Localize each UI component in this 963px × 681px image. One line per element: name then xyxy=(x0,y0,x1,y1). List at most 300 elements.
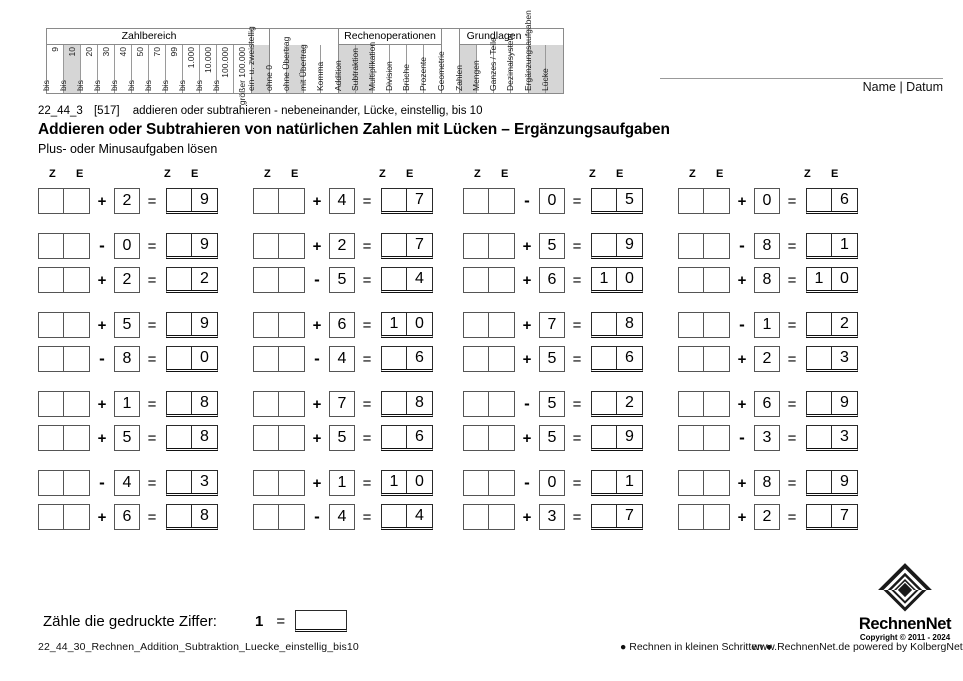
answer-cell-tens[interactable] xyxy=(464,234,489,258)
result-cell-ones: 3 xyxy=(840,348,849,366)
operand-box: 4 xyxy=(329,188,355,214)
answer-cell-ones[interactable] xyxy=(64,234,89,258)
exercise-row xyxy=(38,184,253,218)
exercise-row xyxy=(463,229,678,263)
answer-cell-ones[interactable] xyxy=(64,392,89,416)
equals-sign: = xyxy=(147,192,157,210)
category-cell-bottom-label: Komma xyxy=(315,61,325,91)
answer-cell-ones[interactable] xyxy=(489,268,514,292)
equals-sign: = xyxy=(787,271,797,289)
category-cell-bottom-label: bis xyxy=(193,80,204,91)
operand-box: 6 xyxy=(114,504,140,530)
result-cell-ones: 1 xyxy=(840,235,849,253)
category-cell-top-label: 1.000 xyxy=(185,47,196,69)
answer-cell-ones[interactable] xyxy=(489,426,514,450)
operator-plus: + xyxy=(522,237,532,255)
answer-cell-tens[interactable] xyxy=(254,505,279,529)
operator-plus: + xyxy=(312,474,322,492)
answer-cell-tens[interactable] xyxy=(679,505,704,529)
equals-sign: = xyxy=(572,192,582,210)
answer-cell-ones[interactable] xyxy=(64,505,89,529)
worksheet-code: 22_44_3 xyxy=(38,105,83,117)
operand-box: 5 xyxy=(539,391,565,417)
result-cell-ones: 0 xyxy=(840,269,849,287)
answer-box-tens-ones[interactable] xyxy=(253,267,305,293)
operator-minus: - xyxy=(524,394,530,413)
result-cell-tens xyxy=(592,234,617,256)
answer-cell-ones[interactable] xyxy=(64,313,89,337)
result-cell-tens xyxy=(592,471,617,493)
answer-box-tens-ones[interactable] xyxy=(463,391,515,417)
result-cell-ones: 9 xyxy=(625,427,634,445)
result-cell-tens xyxy=(382,268,407,290)
logo-name: RechnenNet xyxy=(858,615,952,633)
answer-box-tens-ones[interactable] xyxy=(678,267,730,293)
answer-cell-ones[interactable] xyxy=(489,347,514,371)
answer-cell-ones[interactable] xyxy=(279,505,304,529)
answer-box-tens-ones[interactable] xyxy=(678,312,730,338)
count-digit-value: 1 xyxy=(254,612,264,630)
answer-box-tens-ones[interactable] xyxy=(253,233,305,259)
category-cell-l-cke[interactable] xyxy=(540,45,563,93)
category-group-title xyxy=(529,29,563,45)
result-cell-ones: 1 xyxy=(625,472,634,490)
answer-cell-ones[interactable] xyxy=(704,268,729,292)
category-cell-top-label: 99 xyxy=(168,47,179,57)
answer-cell-ones[interactable] xyxy=(279,234,304,258)
result-cell-ones: 9 xyxy=(200,314,209,332)
operand-box: 5 xyxy=(539,425,565,451)
answer-box-tens-ones[interactable] xyxy=(253,391,305,417)
answer-cell-tens[interactable] xyxy=(39,189,64,213)
ze-header-label: Z xyxy=(164,168,172,180)
answer-box-tens-ones[interactable] xyxy=(253,504,305,530)
answer-cell-tens[interactable] xyxy=(39,392,64,416)
ze-header-label: Z xyxy=(379,168,387,180)
answer-cell-tens[interactable] xyxy=(464,347,489,371)
result-cell-ones: 3 xyxy=(840,427,849,445)
category-cell-top-label: größer 100.000 xyxy=(237,47,247,106)
result-cell-tens xyxy=(382,234,407,256)
equals-sign: = xyxy=(572,271,582,289)
answer-box-tens-ones[interactable] xyxy=(253,425,305,451)
exercise-row xyxy=(678,184,893,218)
category-cell-bottom-label: Dezimalsystem xyxy=(505,33,515,91)
ze-header-label: Z xyxy=(49,168,57,180)
result-box xyxy=(166,312,218,338)
ze-header xyxy=(463,168,678,184)
exercise-row xyxy=(463,184,678,218)
equals-sign: = xyxy=(147,316,157,334)
answer-cell-tens[interactable] xyxy=(464,471,489,495)
answer-cell-ones[interactable] xyxy=(279,189,304,213)
result-cell-ones: 5 xyxy=(625,190,634,208)
answer-box-tens-ones[interactable] xyxy=(463,233,515,259)
exercise-row xyxy=(678,263,893,297)
footer-url: www.RechnenNet.de powered by KolbergNet xyxy=(752,641,963,653)
answer-cell-ones[interactable] xyxy=(704,392,729,416)
result-cell-ones: 8 xyxy=(200,427,209,445)
answer-cell-tens[interactable] xyxy=(679,347,704,371)
result-box xyxy=(381,312,433,338)
operand-box: 6 xyxy=(754,391,780,417)
answer-box-tens-ones[interactable] xyxy=(38,470,90,496)
answer-box-tens-ones[interactable] xyxy=(38,504,90,530)
category-cell-top-label: 70 xyxy=(151,47,162,57)
equals-sign: = xyxy=(362,508,372,526)
logo-block xyxy=(855,562,955,643)
answer-cell-tens[interactable] xyxy=(464,505,489,529)
result-cell-tens xyxy=(167,347,192,369)
answer-cell-ones[interactable] xyxy=(704,471,729,495)
result-box xyxy=(591,504,643,530)
answer-box-tens-ones[interactable] xyxy=(463,312,515,338)
answer-cell-ones[interactable] xyxy=(704,505,729,529)
result-box xyxy=(591,346,643,372)
answer-box-tens-ones[interactable] xyxy=(463,267,515,293)
operand-box: 3 xyxy=(539,504,565,530)
answer-cell-tens[interactable] xyxy=(254,268,279,292)
operator-minus: - xyxy=(314,270,320,289)
answer-cell-tens[interactable] xyxy=(679,268,704,292)
footer-tagline: ● Rechnen in kleinen Schritten ● xyxy=(620,641,773,653)
exercise-row xyxy=(463,308,678,342)
operator-plus: + xyxy=(312,429,322,447)
answer-box-tens-ones[interactable] xyxy=(678,470,730,496)
exercise-row xyxy=(38,342,253,376)
result-cell-tens xyxy=(807,505,832,527)
equals-sign: = xyxy=(147,429,157,447)
result-cell-ones: 7 xyxy=(415,190,424,208)
answer-cell-ones[interactable] xyxy=(279,268,304,292)
exercise-row xyxy=(38,308,253,342)
operand-box: 5 xyxy=(114,425,140,451)
operator-minus: - xyxy=(524,191,530,210)
category-group-unnamed-2 xyxy=(263,29,338,93)
exercise-row xyxy=(678,308,893,342)
exercise-row xyxy=(38,500,253,534)
result-cell-tens xyxy=(167,505,192,527)
worksheet-code-line xyxy=(38,103,938,119)
result-cell-tens xyxy=(592,505,617,527)
answer-cell-ones[interactable] xyxy=(704,426,729,450)
answer-cell-tens[interactable] xyxy=(254,189,279,213)
operator-plus: + xyxy=(737,474,747,492)
answer-box-tens-ones[interactable] xyxy=(38,233,90,259)
operator-plus: + xyxy=(522,271,532,289)
answer-cell-tens[interactable] xyxy=(464,392,489,416)
answer-cell-ones[interactable] xyxy=(64,189,89,213)
answer-cell-tens[interactable] xyxy=(39,426,64,450)
operator-minus: - xyxy=(314,349,320,368)
category-cell-bottom-label: Geometrie xyxy=(436,51,446,91)
result-box xyxy=(166,504,218,530)
rechnennet-logo-icon xyxy=(877,562,933,618)
result-box xyxy=(381,188,433,214)
equals-sign: = xyxy=(787,395,797,413)
result-box xyxy=(806,425,858,451)
worksheet-description: addieren oder subtrahieren - nebeneinander, Lücke, einstellig, bis 10 xyxy=(132,105,483,117)
answer-cell-ones[interactable] xyxy=(704,313,729,337)
answer-cell-ones[interactable] xyxy=(279,471,304,495)
exercise-row xyxy=(678,466,893,500)
exercise-row xyxy=(253,308,468,342)
page-subtitle: Plus- oder Minusaufgaben lösen xyxy=(38,142,218,156)
exercise-row xyxy=(253,466,468,500)
result-cell-ones: 4 xyxy=(415,506,424,524)
answer-box-tens-ones[interactable] xyxy=(253,188,305,214)
answer-cell-ones[interactable] xyxy=(64,268,89,292)
answer-box-tens-ones[interactable] xyxy=(253,312,305,338)
category-group-title: Rechenoperationen xyxy=(339,29,441,45)
result-cell-ones: 2 xyxy=(840,314,849,332)
result-cell-tens xyxy=(592,347,617,369)
answer-box-tens-ones[interactable] xyxy=(678,233,730,259)
result-box xyxy=(806,470,858,496)
equals-sign: = xyxy=(787,508,797,526)
answer-cell-tens[interactable] xyxy=(254,392,279,416)
answer-cell-tens[interactable] xyxy=(39,471,64,495)
answer-cell-ones[interactable] xyxy=(704,347,729,371)
result-cell-ones: 7 xyxy=(625,506,634,524)
answer-cell-tens[interactable] xyxy=(254,426,279,450)
result-cell-tens: 1 xyxy=(382,313,407,335)
exercise-column-2 xyxy=(253,168,468,545)
answer-box-tens-ones[interactable] xyxy=(463,346,515,372)
operator-minus: - xyxy=(524,473,530,492)
answer-box-tens-ones[interactable] xyxy=(463,425,515,451)
answer-cell-tens[interactable] xyxy=(39,234,64,258)
answer-box-tens-ones[interactable] xyxy=(38,267,90,293)
ze-header-label: E xyxy=(406,168,414,180)
category-group-zahlbereich xyxy=(40,29,251,106)
answer-cell-tens[interactable] xyxy=(39,268,64,292)
exercise-row xyxy=(38,229,253,263)
name-datum-label: Name | Datum xyxy=(862,80,943,94)
answer-cell-tens[interactable] xyxy=(39,505,64,529)
category-group-unnamed-6 xyxy=(522,10,563,93)
answer-cell-ones[interactable] xyxy=(489,505,514,529)
category-cell-bis-100-000[interactable] xyxy=(210,45,234,93)
result-box xyxy=(806,188,858,214)
result-box xyxy=(591,188,643,214)
result-cell-ones: 7 xyxy=(415,235,424,253)
result-cell-tens: 1 xyxy=(382,471,407,493)
equals-sign: = xyxy=(787,474,797,492)
exercise-row xyxy=(38,387,253,421)
operator-plus: + xyxy=(312,316,322,334)
result-cell-ones: 6 xyxy=(625,348,634,366)
equals-sign: = xyxy=(787,316,797,334)
answer-cell-tens[interactable] xyxy=(254,313,279,337)
result-box xyxy=(166,233,218,259)
category-cell-bottom-label: Division xyxy=(383,61,394,91)
answer-cell-tens[interactable] xyxy=(679,189,704,213)
result-cell-tens xyxy=(167,426,192,448)
answer-cell-ones[interactable] xyxy=(489,313,514,337)
equals-sign: = xyxy=(147,395,157,413)
answer-cell-ones[interactable] xyxy=(64,471,89,495)
category-cell-bottom-label: Mengen xyxy=(470,60,481,91)
category-group-title: Grundlagen xyxy=(460,29,528,45)
operator-plus: + xyxy=(737,271,747,289)
ze-header-label: E xyxy=(501,168,509,180)
equals-sign: = xyxy=(362,474,372,492)
operator-plus: + xyxy=(312,192,322,210)
answer-cell-ones[interactable] xyxy=(279,347,304,371)
answer-box-tens-ones[interactable] xyxy=(463,188,515,214)
answer-cell-ones[interactable] xyxy=(279,426,304,450)
result-box xyxy=(591,470,643,496)
operator-plus: + xyxy=(97,271,107,289)
result-box xyxy=(806,312,858,338)
answer-cell-ones[interactable] xyxy=(489,234,514,258)
answer-box-tens-ones[interactable] xyxy=(253,470,305,496)
result-box xyxy=(806,346,858,372)
category-cell-bottom-label: Lücke xyxy=(540,68,550,91)
answer-box-tens-ones[interactable] xyxy=(38,188,90,214)
result-cell-ones: 9 xyxy=(200,190,209,208)
operator-plus: + xyxy=(737,395,747,413)
answer-box-tens-ones[interactable] xyxy=(678,425,730,451)
operator-plus: + xyxy=(522,508,532,526)
answer-cell-tens[interactable] xyxy=(464,268,489,292)
operand-box: 5 xyxy=(329,267,355,293)
operand-box: 8 xyxy=(114,346,140,372)
exercise-row xyxy=(38,466,253,500)
category-cell-bottom-label: bis xyxy=(57,80,68,91)
answer-cell-tens[interactable] xyxy=(464,189,489,213)
operand-box: 2 xyxy=(754,346,780,372)
operator-plus: + xyxy=(97,508,107,526)
count-digit-answer-box[interactable] xyxy=(295,610,347,632)
category-cell-top-label: 40 xyxy=(117,47,128,57)
equals-sign: = xyxy=(362,271,372,289)
answer-cell-tens[interactable] xyxy=(254,471,279,495)
answer-box-tens-ones[interactable] xyxy=(678,346,730,372)
worksheet-id-bracket: [517] xyxy=(93,105,120,117)
answer-box-tens-ones[interactable] xyxy=(253,346,305,372)
ze-header-label: E xyxy=(616,168,624,180)
result-cell-ones: 8 xyxy=(415,393,424,411)
answer-box-tens-ones[interactable] xyxy=(463,470,515,496)
result-box xyxy=(381,470,433,496)
result-cell-tens xyxy=(167,392,192,414)
equals-sign: = xyxy=(787,350,797,368)
answer-box-tens-ones[interactable] xyxy=(678,504,730,530)
equals-sign: = xyxy=(572,395,582,413)
answer-cell-tens[interactable] xyxy=(679,234,704,258)
answer-cell-tens[interactable] xyxy=(39,313,64,337)
result-box xyxy=(166,346,218,372)
operand-box: 7 xyxy=(539,312,565,338)
operand-box: 5 xyxy=(539,233,565,259)
category-cell-bottom-label: bis xyxy=(108,80,119,91)
answer-cell-tens[interactable] xyxy=(254,234,279,258)
result-box xyxy=(806,233,858,259)
operand-box: 2 xyxy=(329,233,355,259)
exercise-column-1 xyxy=(38,168,253,545)
category-cell-top-label: 50 xyxy=(134,47,145,57)
answer-cell-ones[interactable] xyxy=(279,313,304,337)
operand-box: 2 xyxy=(114,267,140,293)
answer-box-tens-ones[interactable] xyxy=(678,391,730,417)
ze-header-label: Z xyxy=(264,168,272,180)
category-cell-top-label: 10 xyxy=(66,47,77,57)
answer-box-tens-ones[interactable] xyxy=(38,346,90,372)
answer-cell-ones[interactable] xyxy=(704,234,729,258)
exercise-row xyxy=(463,421,678,455)
answer-cell-tens[interactable] xyxy=(679,392,704,416)
operator-minus: - xyxy=(314,507,320,526)
equals-sign: = xyxy=(147,271,157,289)
category-cell-bottom-label: bis xyxy=(125,80,136,91)
answer-cell-ones[interactable] xyxy=(64,347,89,371)
category-cell-bottom-label: mit Übertrag xyxy=(297,44,308,91)
category-group-title xyxy=(442,29,459,45)
operator-plus: + xyxy=(522,429,532,447)
title-block xyxy=(38,103,938,158)
category-cell-bottom-label: bis xyxy=(74,80,85,91)
operand-box: 4 xyxy=(114,470,140,496)
answer-box-tens-ones[interactable] xyxy=(38,391,90,417)
exercise-row xyxy=(253,500,468,534)
answer-cell-ones[interactable] xyxy=(64,426,89,450)
answer-cell-tens[interactable] xyxy=(679,471,704,495)
category-cell-bottom-label: Subtraktion xyxy=(349,48,360,91)
result-box xyxy=(381,233,433,259)
result-cell-tens xyxy=(807,347,832,369)
answer-cell-tens[interactable] xyxy=(679,426,704,450)
equals-sign: = xyxy=(362,316,372,334)
result-cell-tens xyxy=(382,426,407,448)
answer-cell-ones[interactable] xyxy=(489,392,514,416)
operator-plus: + xyxy=(97,316,107,334)
result-box xyxy=(591,267,643,293)
answer-cell-tens[interactable] xyxy=(254,347,279,371)
count-digit-task xyxy=(43,610,347,632)
category-group-rechenoperationen xyxy=(332,29,441,93)
category-cell-bottom-label: ohne Übertrag xyxy=(280,36,291,91)
answer-box-tens-ones[interactable] xyxy=(38,312,90,338)
answer-box-tens-ones[interactable] xyxy=(678,188,730,214)
answer-cell-ones[interactable] xyxy=(489,189,514,213)
result-cell-tens xyxy=(592,392,617,414)
answer-cell-ones[interactable] xyxy=(704,189,729,213)
answer-cell-ones[interactable] xyxy=(279,392,304,416)
answer-box-tens-ones[interactable] xyxy=(463,504,515,530)
answer-cell-tens[interactable] xyxy=(39,347,64,371)
exercise-row xyxy=(253,387,468,421)
answer-cell-tens[interactable] xyxy=(679,313,704,337)
result-cell-tens xyxy=(592,313,617,335)
page-title: Addieren oder Subtrahieren von natürlichen Zahlen mit Lücken – Ergänzungsaufgaben xyxy=(38,121,670,138)
equals-sign: = xyxy=(362,350,372,368)
answer-cell-ones[interactable] xyxy=(489,471,514,495)
answer-cell-tens[interactable] xyxy=(464,313,489,337)
category-cell-top-label: 10.000 xyxy=(202,47,213,73)
equals-sign: = xyxy=(147,237,157,255)
operator-plus: + xyxy=(737,508,747,526)
operator-plus: + xyxy=(97,192,107,210)
result-cell-tens xyxy=(807,392,832,414)
answer-box-tens-ones[interactable] xyxy=(38,425,90,451)
answer-cell-tens[interactable] xyxy=(464,426,489,450)
result-cell-ones: 9 xyxy=(840,393,849,411)
logo-copyright: Copyright © 2011 - 2024 xyxy=(859,633,951,642)
category-cell-bottom-label: Brüche xyxy=(400,64,411,91)
exercise-row xyxy=(463,500,678,534)
